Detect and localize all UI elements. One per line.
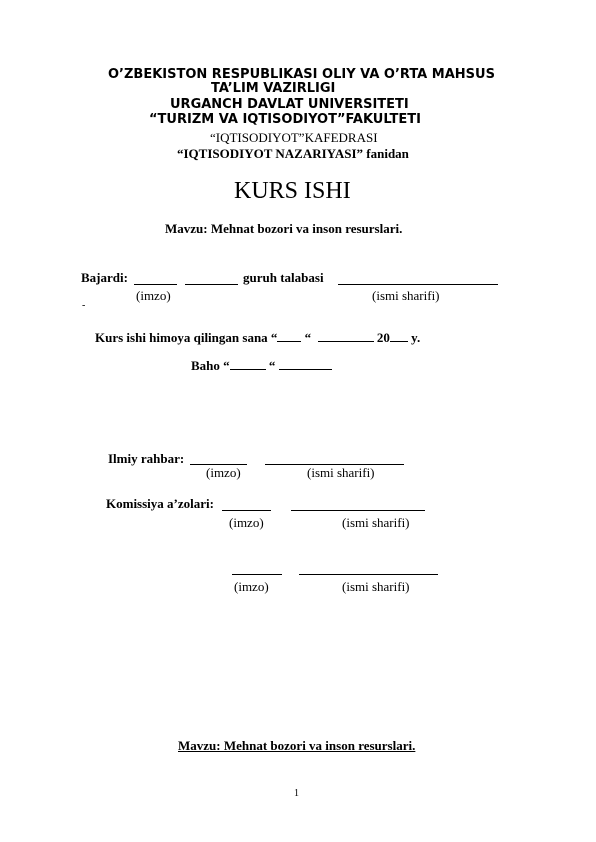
advisor-label: Ilmiy rahbar: <box>108 451 185 466</box>
defense-text-c: 20 <box>376 330 390 345</box>
bajardi-blank-1 <box>134 284 177 285</box>
department-name: “IQTISODIYOT”KAFEDRASI <box>210 130 378 145</box>
page-number: 1 <box>294 788 299 799</box>
defense-year-blank <box>390 330 408 342</box>
page-title: KURS ISHI <box>234 178 351 204</box>
grade-line <box>191 358 332 374</box>
defense-day-blank <box>277 330 301 342</box>
commission-imzo-caption-2: (imzo) <box>234 579 269 594</box>
commission-name-blank-2 <box>299 574 438 575</box>
commission-signature-blank-1 <box>222 510 271 511</box>
faculty-name: “TURIZM VA IQTISODIYOT”FAKULTETI <box>149 112 421 127</box>
bajardi-label: Bajardi: <box>81 270 128 285</box>
commission-label: Komissiya a’zolari: <box>106 496 214 511</box>
bajardi-ismi-caption: (ismi sharifi) <box>372 288 440 303</box>
commission-ismi-caption-1: (ismi sharifi) <box>342 515 410 530</box>
bajardi-imzo-caption: (imzo) <box>136 288 171 303</box>
student-name-blank <box>338 284 498 285</box>
topic: Mavzu: Mehnat bozori va inson resurslari. <box>165 221 403 236</box>
group-label: guruh talabasi <box>243 270 324 285</box>
university-name: URGANCH DAVLAT UNIVERSITETI <box>170 97 409 112</box>
commission-ismi-caption-2: (ismi sharifi) <box>342 579 410 594</box>
commission-signature-blank-2 <box>232 574 282 575</box>
ministry-line-1: O’ZBEKISTON RESPUBLIKASI OLIY VA O’RTA MAHSUS <box>108 67 495 82</box>
ministry-line-2: TA’LIM VAZIRLIGI <box>211 81 336 96</box>
defense-month-blank <box>318 330 374 342</box>
defense-date-line <box>95 330 420 346</box>
defense-text-b: “ <box>304 330 312 345</box>
bajardi-blank-2 <box>185 284 238 285</box>
commission-imzo-caption-1: (imzo) <box>229 515 264 530</box>
advisor-ismi-caption: (ismi sharifi) <box>307 465 375 480</box>
defense-text-d: y. <box>411 330 421 345</box>
advisor-imzo-caption: (imzo) <box>206 465 241 480</box>
grade-blank-1 <box>230 358 266 370</box>
defense-text-a: Kurs ishi himoya qilingan sana “ <box>95 330 278 345</box>
commission-name-blank-1 <box>291 510 425 511</box>
grade-text-a: Baho “ <box>191 358 230 373</box>
subject-name: “IQTISODIYOT NAZARIYASI” fanidan <box>177 146 409 161</box>
footer-topic: Mavzu: Mehnat bozori va inson resurslari. <box>178 738 416 753</box>
dash-mark: - <box>82 300 86 311</box>
grade-blank-2 <box>279 358 332 370</box>
grade-text-b: “ <box>268 358 276 373</box>
